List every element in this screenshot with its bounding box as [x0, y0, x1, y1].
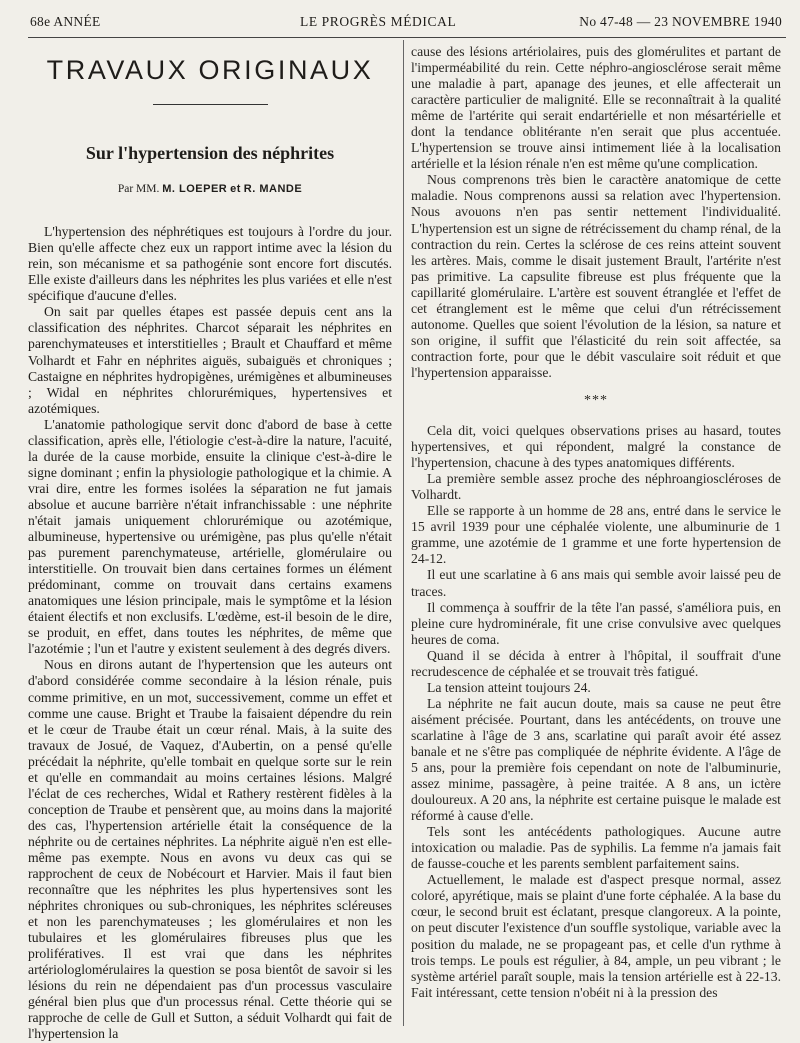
paragraph: Actuellement, le malade est d'aspect presque normal, assez coloré, apyrétique, mais se plaint d'une forte céphalée. A la base du cœur, le second bruit est éclatant, presque clangoreux. A la pointe, on peut discuter l'existence d'un souffle systolique, variable avec la position du malade, ne se propageant pas, et celle d'un rythme à trois temps. Le pouls est régulier, à 84, ample, un peu vibrant ; le système artériel paraît souple, mais la tension artérielle est à 22-13. Fait intéressant, cette tension n'obéit ni à la pression des: [411, 872, 781, 1000]
paragraph: Quand il se décida à entrer à l'hôpital, il souffrait d'une recrudescence de céphalée et se trouvait très fatigué.: [411, 647, 781, 679]
header-rule: [28, 37, 786, 38]
article-body-left: [28, 224, 392, 1042]
article-title: Sur l'hypertension des néphrites: [85, 143, 335, 164]
paragraph: Elle se rapporte à un homme de 28 ans, entré dans le service le 15 avril 1939 pour une céphalée violente, une albuminurie de 1 gramme, une azotémie de 1 gramme et une forte hypertension de 24-12.: [411, 503, 781, 567]
paragraph: L'hypertension des néphrétiques est toujours à l'ordre du jour. Bien qu'elle affecte chez eux un rapport intime avec la lésion du rein, son mécanisme et sa pathogénie sont encore fort discutés. Elle existe d'ailleurs dans les néphrites les plus variées et elle n'est spécifique d'aucune d'elles.: [28, 224, 392, 304]
paragraph: La néphrite ne fait aucun doute, mais sa cause ne peut être aisément précisée. Pourtant, dans les antécédents, on trouve une scarlatine à l'âge de 3 ans, scarlatine qui paraît avoir été assez banale et ne s'être pas compliquée de néphrite évidente. A l'âge de 5 ans, pour la première fois cependant on note de l'albuminurie, assez minime, passagère, à peine traitée. A 8 ans, un ictère douloureux. A 20 ans, la néphrite est certaine puisque le malade est réformé à cause d'elle.: [411, 695, 781, 824]
paragraph: On sait par quelles étapes est passée depuis cent ans la classification des néphrites. Charcot séparait les néphrites en parenchymateuses et interstitielles ; Brault et Chauffard et même Volhardt et Fahr en néphrites aiguës, subaiguës et chroniques ; Castaigne en néphrites hydropigènes, urémigènes et albumineuses ; Widal en néphrites chlorurémiques, hypertensives et azotémiques.: [28, 304, 392, 416]
byline-conjunction: et: [230, 183, 241, 196]
header-year: 68e ANNÉE: [30, 14, 101, 29]
author-loeper: M. LOEPER: [162, 183, 228, 196]
paragraph: Nous en dirons autant de l'hypertension que les auteurs ont d'abord considérée comme secondaire à la lésion rénale, puis comme primitive, en un mot, successivement, comme un effet et comme une cause. Bright et Traube la faisaient dépendre du rein et le cœur de Traube était un cœur rénal. Mais, à la suite des travaux de Josué, de Vaquez, d'Aubertin, on a pensé qu'elle précédait la néphrite, qu'elle tombait en quelque sorte sur le rein et qu'elle en commandait au moins certaines lésions. Malgré l'éclat de ces recherches, Widal et Rathery restèrent fidèles à la conception de Traube et pensèrent que, au moins dans la majorité des cas, l'hypertension artérielle était la conséquence de la néphrite ou de certaines néphrites. La néphrite aiguë n'en est elle-même pas exempte. Nous en avons vu deux cas qui se rapprochent de ceux de Nobécourt et Harvier. Mais il faut bien reconnaître que les néphrites les plus hypertensives sont les néphrites chroniques ou sub-chroniques, les néphrites scléreuses et non les parenchymateuses ; les glomérulaires et non les tubulaires et les glomérulaires fibreuses plus que les prolifératives. Il est vrai que dans les néphrites artériologlomérulaires la question se posa bientôt de savoir si les lésions du rein ne dépendaient pas d'un processus vasculaire général bien plus que d'un processus rénal. Cette théorie qui se rapproche de celle de Gull et Sutton, a séduit Volhardt qui fait de l'hypertension la: [28, 657, 392, 1042]
running-header: [30, 14, 782, 36]
paragraph: L'anatomie pathologique servit donc d'abord de base à cette classification, après elle, l'étiologie c'est-à-dire la nature, l'acuité, la durée de la cause morbide, ensuite la clinique c'est-à-dire le signe dominant ; enfin la physiologie pathologique et la chimie. A vrai dire, entre les formes isolées la séparation ne fut jamais absolue et aucune barrière n'était infranchissable : une néphrite n'était jamais uniquement chlorurémique ou azotémique, albumineuse, hypertensive ou urémigène, pas plus qu'elle n'était pas purement parenchymateuse, artérielle, glomérulaire ou interstitielle. On trouvait bien dans certaines formes un élément prédominant, comme on trouvait dans certains examens anatomiques une lésion principale, mais le symptôme et la lésion étaient électifs et non exclusifs. L'œdème, est-il besoin de le dire, se produit, en effet, dans toutes les néphrites, de même que l'azotémie ; l'un et l'autre y existent seulement à des degrés divers.: [28, 416, 392, 657]
left-column: [28, 40, 392, 1043]
paragraph: Il commença à souffrir de la tête l'an passé, s'améliora puis, en pleine cure hydrominérale, fit une crise convulsive avec quelques heures de coma.: [411, 599, 781, 647]
paragraph: Il eut une scarlatine à 6 ans mais qui semble avoir laissé peu de traces.: [411, 567, 781, 599]
header-journal-name: LE PROGRÈS MÉDICAL: [300, 14, 457, 29]
paragraph: La première semble assez proche des néphroangioscléroses de Volhardt.: [411, 471, 781, 503]
title-rule: [153, 104, 268, 105]
column-divider: [403, 40, 404, 1026]
paragraph: Tels sont les antécédents pathologiques. Aucune autre intoxication ou maladie. Pas de syphilis. La femme n'a jamais fait de fausse-couche et les parents semblent parfaitement sains.: [411, 824, 781, 872]
byline: [28, 181, 392, 197]
right-column: [411, 44, 781, 1001]
header-issue-date: No 47-48 — 23 NOVEMBRE 1940: [579, 14, 782, 29]
author-mande: R. MANDE: [243, 183, 303, 196]
section-title: TRAVAUX ORIGINAUX: [46, 55, 374, 85]
byline-prefix: Par MM.: [117, 183, 160, 196]
section-separator: ***: [584, 392, 608, 408]
paragraph: Nous comprenons très bien le caractère anatomique de cette maladie. Nous comprenons aussi sa relation avec l'hypertension. Nous avouons n'en pas sentir nettement l'individualité. L'hypertension est un signe de rétrécissement du champ rénal, de la contraction du rein. Certes la sclérose de ces reins atteint souvent les artères. Mais, comme le disait justement Brault, l'artérite n'est pas primitive. La capsulite fibreuse est plus fréquente que la capillarité glomérulaire. L'artère est souvent étranglée et l'effet de cet étranglement est le même que celui d'un rétrécissement autonome. Quelles que soient l'évolution de la lésion, sa nature et son origine, il suffit que l'élasticité du rein soit affectée, sa contraction forte, pour que le débit vasculaire soit réduit et que l'hypertension apparaisse.: [411, 172, 781, 380]
paragraph: La tension atteint toujours 24.: [427, 679, 591, 695]
paragraph: Cela dit, voici quelques observations prises au hasard, toutes hypertensives, et qui répondent, malgré la constance de l'hypertension, chacune à des types anatomiques différents.: [411, 423, 781, 471]
paragraph: cause des lésions artériolaires, puis des glomérulites et partant de l'imperméabilité du rein. Cette néphro-angiosclérose serait même une maladie à part, apanage des jeunes, et elle affecterait un caractère particulier de malignité. Elle se reconnaîtrait à la qualité même de l'artérite qui serait endartérielle et non mésartérielle et dont la tendance oblitérante n'en serait que plus accentuée. L'hypertension se trouve ainsi intimement liée à la localisation artérielle et la lésion rénale n'en est même qu'une complication.: [411, 44, 781, 172]
